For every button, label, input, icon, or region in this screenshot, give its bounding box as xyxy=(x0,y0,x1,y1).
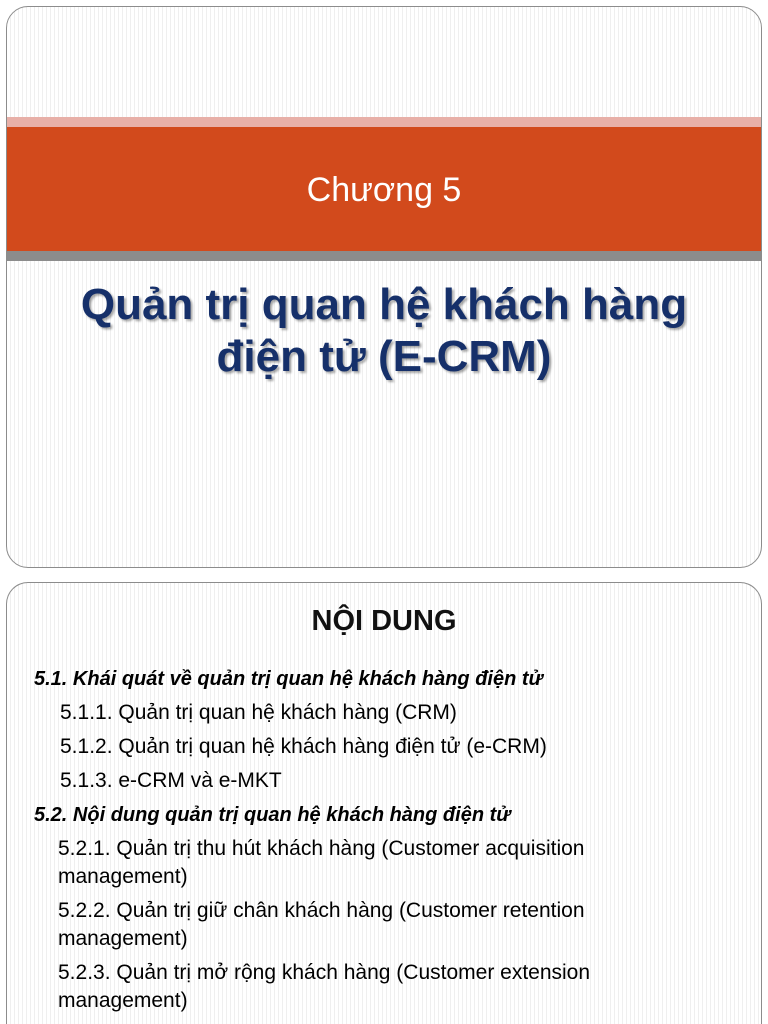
table-of-contents xyxy=(34,665,747,1021)
toc-item-5-2-3: 5.2.3. Quản trị mở rộng khách hàng (Customer extension management) xyxy=(58,961,591,1012)
slide-title xyxy=(27,279,741,383)
toc-item-5-1-1: 5.1.1. Quản trị quan hệ khách hàng (CRM) xyxy=(60,701,457,724)
toc-section-5-1: 5.1. Khái quát về quản trị quan hệ khách hàng điện tử xyxy=(34,668,543,690)
chapter-label: Chương 5 xyxy=(306,170,462,209)
toc-item-5-1-2: 5.1.2. Quản trị quan hệ khách hàng điện tử (e-CRM) xyxy=(60,735,547,758)
contents-slide xyxy=(6,582,762,1024)
title-band xyxy=(7,127,761,251)
title-band-top-stripe xyxy=(7,117,761,127)
toc-item-5-2-1: 5.2.1. Quản trị thu hút khách hàng (Customer acquisition management) xyxy=(58,837,585,888)
title-band-bottom-stripe xyxy=(7,251,761,261)
toc-item-5-2-2: 5.2.2. Quản trị giữ chân khách hàng (Customer retention management) xyxy=(58,899,585,950)
contents-heading: NỘI DUNG xyxy=(311,605,457,637)
title-slide xyxy=(6,6,762,568)
slide-title-line-2: điện tử (E-CRM) xyxy=(216,332,552,381)
slide-title-line-1: Quản trị quan hệ khách hàng xyxy=(80,280,688,329)
toc-section-5-2: 5.2. Nội dung quản trị quan hệ khách hàng điện tử xyxy=(34,804,511,826)
toc-item-5-1-3: 5.1.3. e-CRM và e-MKT xyxy=(60,769,282,792)
